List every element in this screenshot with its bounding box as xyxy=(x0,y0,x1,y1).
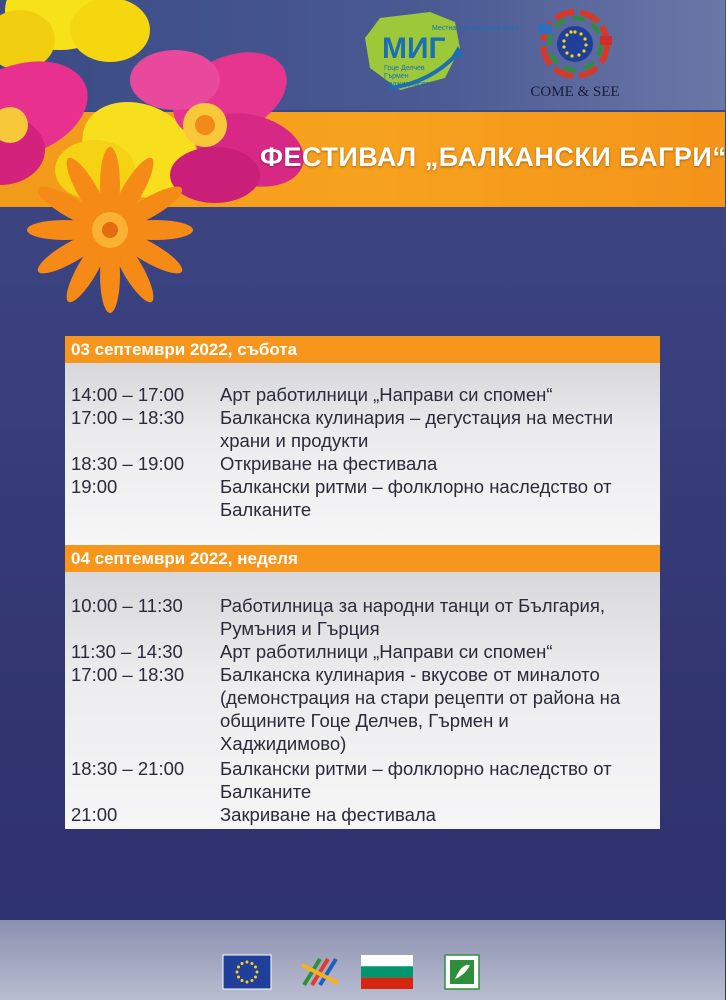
schedule-time: 14:00 – 17:00 xyxy=(71,384,185,405)
schedule-description xyxy=(220,803,660,826)
mig-logo-side-text: Местна инициативна група xyxy=(432,25,520,32)
schedule-description xyxy=(220,383,660,406)
day-schedule-1 xyxy=(65,363,660,545)
schedule-time: 10:00 – 11:30 xyxy=(71,595,183,616)
day-header-2: 04 септември 2022, неделя xyxy=(65,545,660,572)
schedule-description xyxy=(220,406,660,452)
schedule-description xyxy=(220,475,660,521)
schedule-time: 17:00 – 18:30 xyxy=(71,407,185,428)
mig-logo-letters: МИГ xyxy=(382,32,446,65)
mig-logo xyxy=(360,8,520,98)
schedule-description xyxy=(220,452,660,475)
schedule-description-line: Откриване на фестивала xyxy=(220,453,438,474)
day-schedule-2 xyxy=(65,572,660,829)
mig-logo-sub-text-3: Хаджидимово xyxy=(384,81,430,88)
schedule-time: 18:30 – 19:00 xyxy=(71,453,185,474)
day-header-1: 03 септември 2022, събота xyxy=(65,336,660,363)
schedule-description xyxy=(220,757,660,803)
schedule-description xyxy=(220,594,660,640)
mig-logo-sub-text-2: Гърмен xyxy=(384,73,409,80)
page-title: ФЕСТИВАЛ „БАЛКАНСКИ БАГРИ“ xyxy=(260,142,726,172)
schedule-description-line: Балкански ритми – фолклорно наследство от xyxy=(220,476,612,497)
come-and-see-text: COME & SEE xyxy=(530,84,620,100)
schedule-description-line: Балкански ритми – фолклорно наследство от xyxy=(220,758,612,779)
schedule-time: 11:30 – 14:30 xyxy=(71,641,183,662)
schedule-description-line: Балканска кулинария - вкусове от миналото xyxy=(220,664,600,685)
schedule-description-line: Румъния и Гърция xyxy=(220,618,380,639)
eu-flag-icon xyxy=(223,955,271,989)
leader-logo-icon xyxy=(445,955,479,989)
schedule-description-line: Работилница за народни танци от България, xyxy=(220,595,605,616)
schedule-description xyxy=(220,640,660,663)
schedule-description-line: общините Гоце Делчев, Гърмен и xyxy=(220,710,509,731)
schedule-description-line: Закриване на фестивала xyxy=(220,804,436,825)
schedule-description xyxy=(220,663,660,755)
schedule-time: 21:00 xyxy=(71,804,118,825)
schedule-description-line: Балканска кулинария – дегустация на местни xyxy=(220,407,614,428)
schedule-time: 19:00 xyxy=(71,476,118,497)
schedule-description-line: храни и продукти xyxy=(220,430,369,451)
schedule-description-line: Балканите xyxy=(220,499,312,520)
schedule-time: 18:30 – 21:00 xyxy=(71,758,185,779)
schedule-description-line: Хаджидимово) xyxy=(220,733,347,754)
schedule-description-line: Балканите xyxy=(220,781,312,802)
bulgaria-flag-icon xyxy=(361,955,413,989)
schedule-description-line: Арт работилници „Направи си спомен“ xyxy=(220,641,553,662)
schedule-time: 17:00 – 18:30 xyxy=(71,664,185,685)
schedule-description-line: (демонстрация на стари рецепти от района на xyxy=(220,687,621,708)
come-and-see-emblem-icon xyxy=(520,4,630,84)
schedule-description-line: Арт работилници „Направи си спомен“ xyxy=(220,384,553,405)
mig-logo-sub-text-1: Гоце Делчев xyxy=(384,65,425,72)
yellow-flower-icon xyxy=(0,0,150,70)
come-and-see-logo xyxy=(520,4,630,104)
program-logo-icon xyxy=(298,955,342,989)
